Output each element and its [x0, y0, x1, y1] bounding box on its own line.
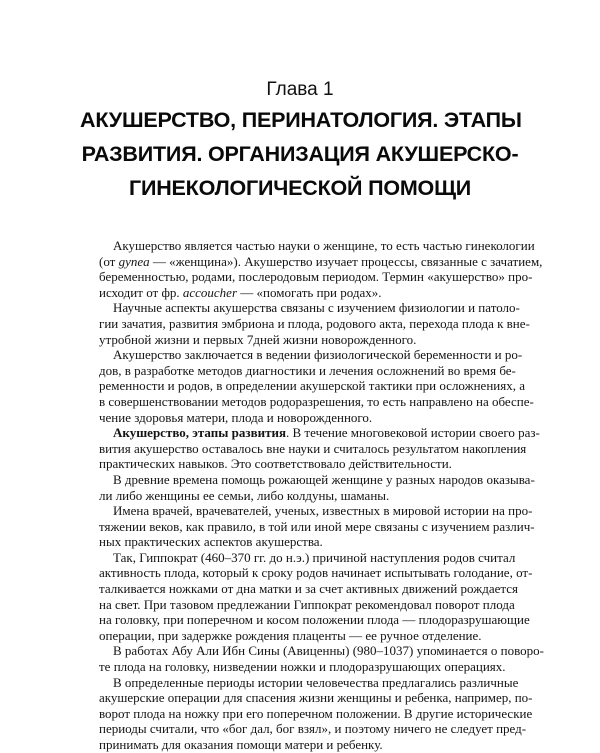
text-line: В определенные периоды истории человечества предлагались различные [113, 674, 519, 690]
paragraph [99, 425, 540, 472]
text-line: ли либо женщины ее семьи, либо колдуны, шаманы. [99, 487, 390, 503]
text-line: дов, в разработке методов диагностики и лечения осложнений во время бе- [99, 362, 516, 378]
text-line: талкивается ножками от дна матки и за счет активных движений рождается [99, 581, 518, 597]
text-line: в совершенствовании методов родоразрешения, то есть направлено на обеспе- [99, 393, 534, 409]
text-line: В древние времена помощь рожающей женщине у разных народов оказыва- [113, 471, 535, 487]
text-line: на свет. При тазовом предлежании Гиппократ рекомендовал поворот плода [99, 596, 515, 612]
text-line: периоды считали, что «бог дал, бог взял», и поэтому ничего не следует пред- [99, 721, 527, 737]
text-line: ных практических аспектов акушерства. [99, 534, 323, 550]
text-line: практических навыков. Это соответствовало действительности. [99, 456, 452, 472]
chapter-label: Глава 1 [266, 79, 334, 100]
text-line: акушерские операции для спасения жизни женщины и ребенка, например, по- [99, 690, 533, 706]
text-line: те плода на головку, низведении ножки и плодоразрушающих операциях. [99, 659, 506, 675]
text-line: В работах Абу Али Ибн Сины (Авиценны) (980–1037) упоминается о поворо- [113, 643, 544, 659]
paragraph [99, 503, 535, 550]
text-line: Акушерство является частью науки о женщине, то есть частью гинекологии [113, 238, 535, 253]
text-line: Акушерство заключается в ведении физиологической беременности и ро- [113, 347, 523, 363]
text-line: утробной жизни и первых 7дней жизни новорожденного. [99, 331, 417, 347]
text-line: чение здоровья матери, плода и новорожденного. [99, 409, 373, 425]
text-line: активность плода, который к сроку родов начинает испытывать голодание, от- [99, 565, 533, 581]
foreign-term: accoucher [182, 284, 238, 300]
text-line: ворот плода на ножку при его поперечном положении. В другие исторические [99, 705, 533, 721]
text-line: Научные аспекты акушерства связаны с изучением физиологии и патоло- [113, 300, 520, 316]
chapter-title [80, 103, 520, 205]
text-line: вития акушерство оставалось вне науки и считалось результатом накопления [99, 440, 527, 456]
text-line: ременности и родов, в определении акушерской тактики при осложнениях, а [99, 378, 525, 394]
paragraph [99, 674, 533, 753]
text-line [99, 425, 540, 441]
text-line: принимать для оказания помощи матери и ребенку. [99, 737, 383, 752]
paragraph [99, 643, 544, 675]
paragraph [99, 347, 534, 425]
paragraph [99, 300, 530, 347]
section-lead: Акушерство, этапы развития [113, 425, 287, 441]
text-fragment: . В течение многовековой истории своего раз- [286, 425, 540, 441]
text-line: тяжении веков, как правило, в той или иной мере связаны с изучением различ- [99, 518, 535, 534]
text-line: Так, Гиппократ (460–370 гг. до н.э.) причиной наступления родов считал [113, 549, 516, 565]
text-line: на головку, при поперечном и косом положении плода — плодоразрушающие [99, 612, 530, 628]
text-line: операции, при задержке рождения плаценты — ее ручное отделение. [99, 627, 482, 643]
chapter-title-line: ГИНЕКОЛОГИЧЕСКОЙ ПОМОЩИ [128, 176, 472, 200]
paragraph [99, 238, 543, 300]
text-line: Имена врачей, врачевателей, ученых, известных в мировой истории на про- [113, 503, 533, 519]
text-line: гии зачатия, развития эмбриона и плода, родового акта, перехода плода к вне- [99, 315, 530, 331]
text-line: исходит от фр. accoucher — «помогать при родах». [99, 284, 382, 300]
chapter-title-line: АКУШЕРСТВО, ПЕРИНАТОЛОГИЯ. ЭТАПЫ [80, 108, 522, 132]
paragraph [99, 471, 535, 503]
body-text [99, 238, 544, 753]
text-line: беременностью, родами, послеродовым периодом. Термин «акушерство» про- [99, 269, 533, 285]
chapter-title-line: РАЗВИТИЯ. ОРГАНИЗАЦИЯ АКУШЕРСКО- [81, 142, 519, 166]
paragraph [99, 549, 533, 644]
foreign-term: gynea [118, 253, 150, 269]
text-line: (от gynea — «женщина»). Акушерство изучает процессы, связанные с зачатием, [99, 253, 543, 269]
